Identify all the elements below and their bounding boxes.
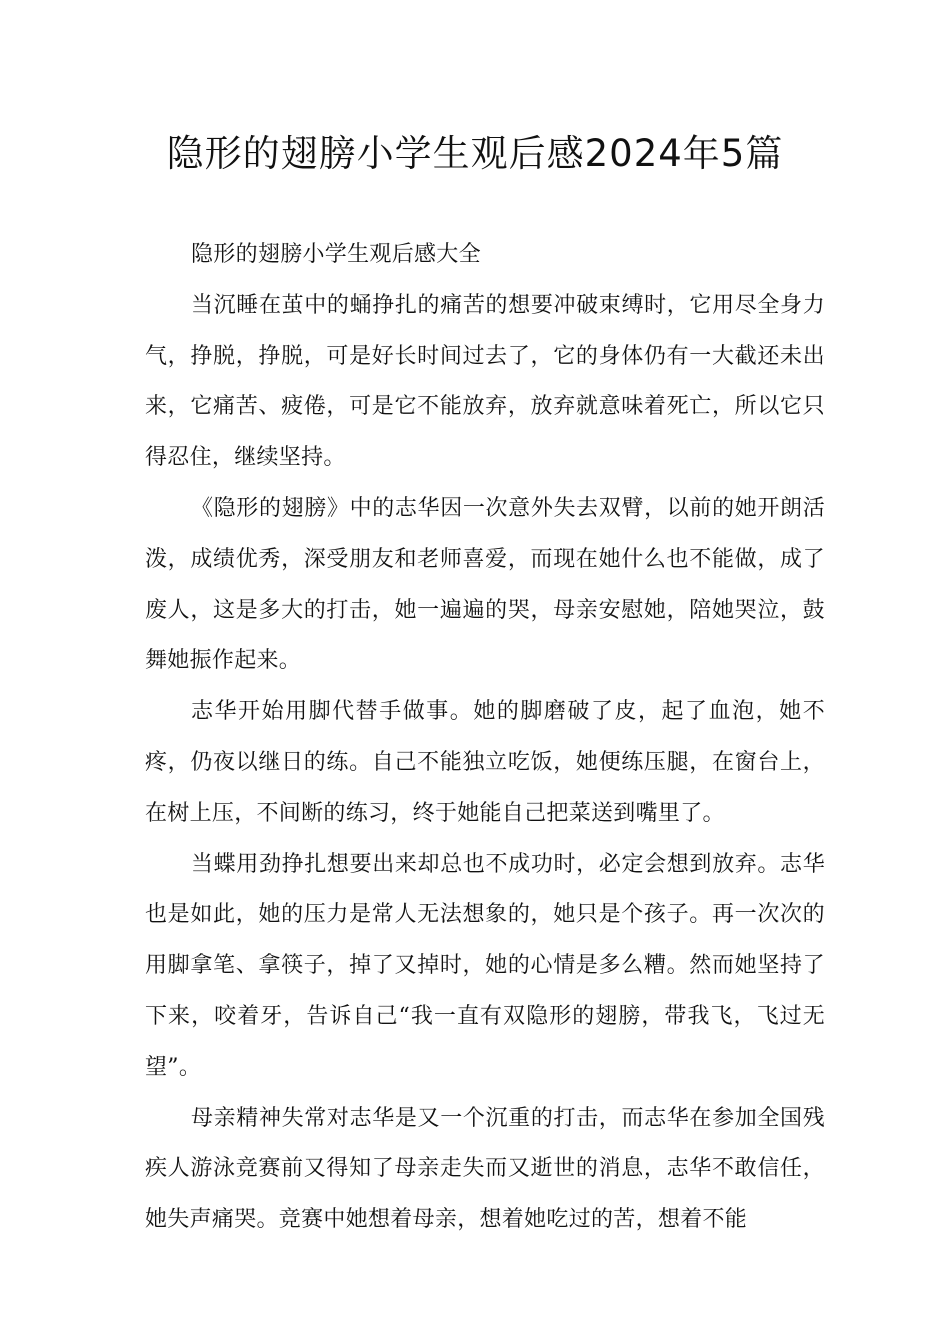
document-body: [145, 230, 825, 1246]
paragraph-subtitle: 隐形的翅膀小学生观后感大全: [191, 242, 481, 267]
paragraph: 志华开始用脚代替手做事。她的脚磨破了皮，起了血泡，她不疼，仍夜以继日的练。自己不能独立吃饭，她便练压腿，在窗台上，在树上压，不间断的练习，终于她能自己把菜送到嘴里了。: [145, 699, 825, 826]
paragraph: 当沉睡在茧中的蛹挣扎的痛苦的想要冲破束缚时，它用尽全身力气，挣脱，挣脱，可是好长时间过去了，它的身体仍有一大截还未出来，它痛苦、疲倦，可是它不能放弃，放弃就意味着死亡，所以它只得忍住，继续坚持。: [145, 292, 825, 471]
paragraph: 母亲精神失常对志华是又一个沉重的打击，而志华在参加全国残疾人游泳竞赛前又得知了母亲走失而又逝世的消息，志华不敢信任，她失声痛哭。竞赛中她想着母亲，想着她吃过的苦，想着不能: [145, 1105, 825, 1233]
paragraph: 当蝶用劲挣扎想要出来却总也不成功时，必定会想到放弃。志华也是如此，她的压力是常人无法想象的，她只是个孩子。再一次次的用脚拿笔、拿筷子，掉了又掉时，她的心情是多么糟。然而她坚持了下来，咬着牙，告诉自己“我一直有双隐形的翅膀，带我飞，飞过无望”。: [145, 851, 825, 1080]
paragraph: 《隐形的翅膀》中的志华因一次意外失去双臂，以前的她开朗活泼，成绩优秀，深受朋友和老师喜爱，而现在她什么也不能做，成了废人，这是多大的打击，她一遍遍的哭，母亲安慰她，陪她哭泣，鼓舞她振作起来。: [145, 495, 825, 674]
document-title: 隐形的翅膀小学生观后感2024年5篇: [166, 132, 784, 175]
